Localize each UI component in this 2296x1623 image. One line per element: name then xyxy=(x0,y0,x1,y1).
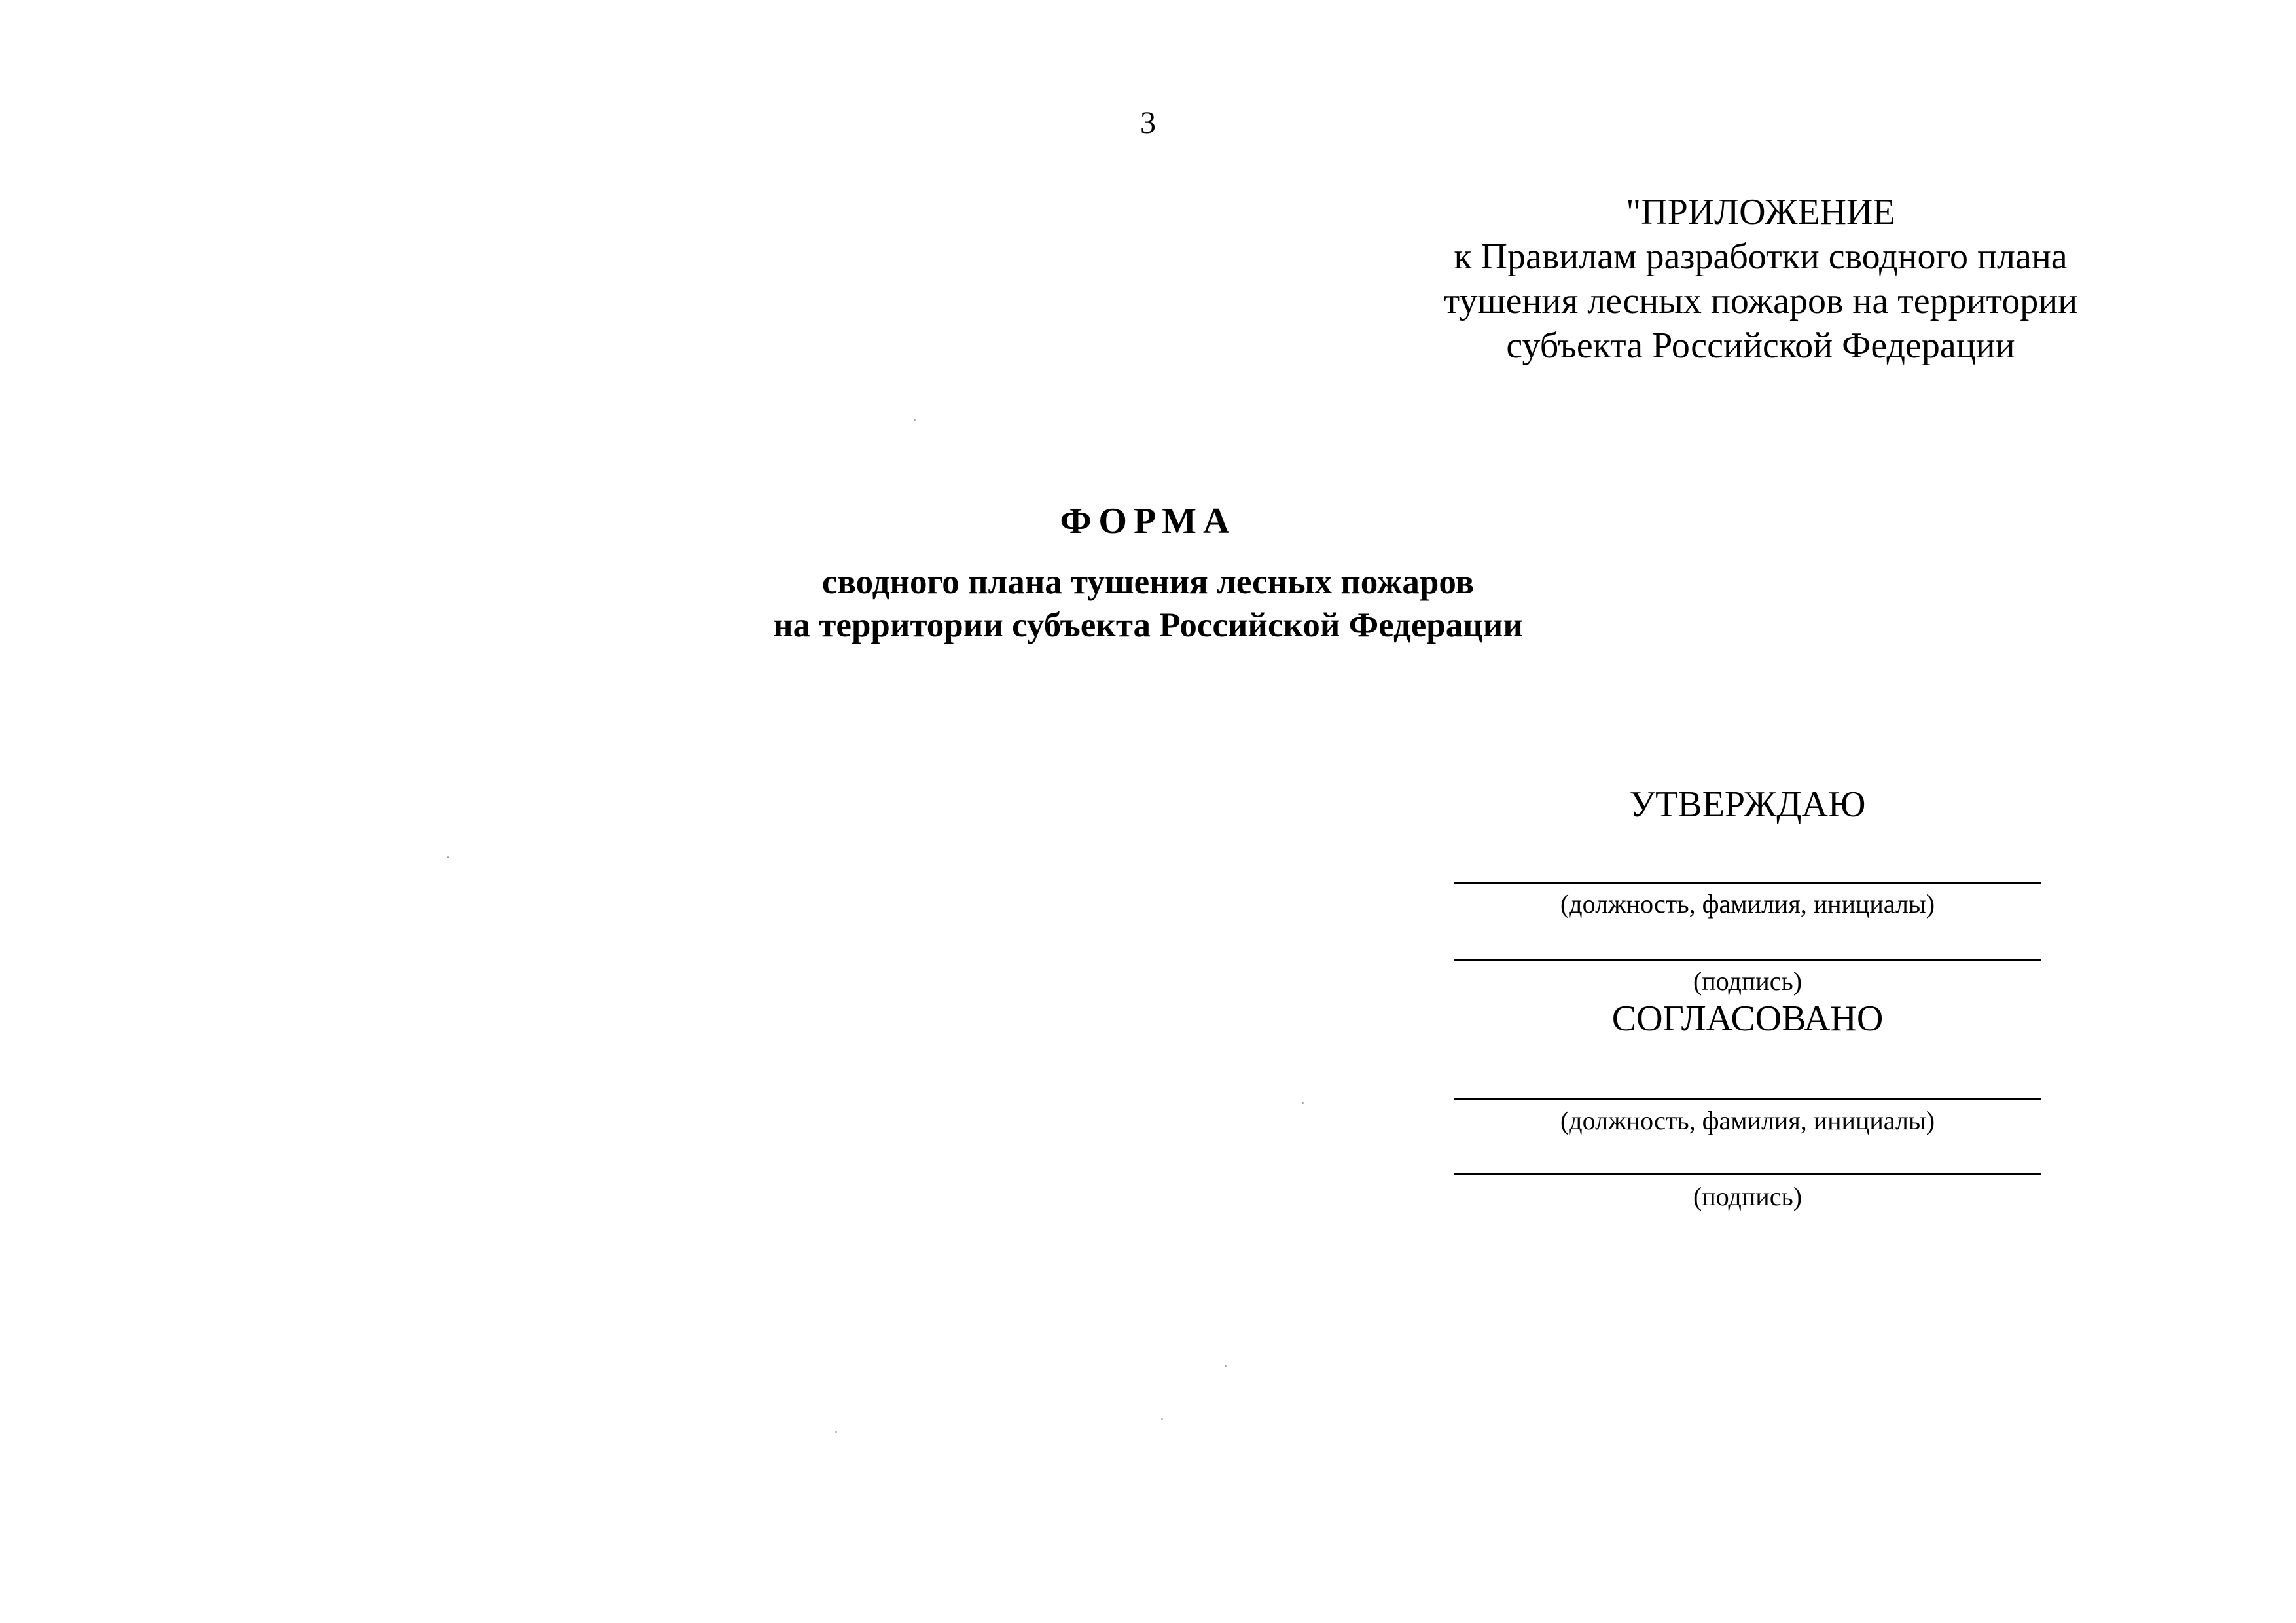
form-subtitle xyxy=(624,560,1672,647)
agree-signature-caption: (подпись) xyxy=(1693,1182,1803,1211)
page-number: 3 xyxy=(1140,105,1156,140)
scan-speck xyxy=(914,419,916,421)
form-subtitle-line: сводного плана тушения лесных пожаров xyxy=(821,563,1475,601)
scan-speck xyxy=(1161,1418,1163,1420)
annex-line: к Правилам разработки сводного плана xyxy=(1454,236,2068,277)
agree-signature-line xyxy=(1454,1173,2041,1175)
annex-line: субъекта Российской Федерации xyxy=(1506,325,2015,366)
scan-speck xyxy=(447,856,449,858)
annex-line: тушения лесных пожаров на территории xyxy=(1443,281,2078,321)
approve-position-line xyxy=(1454,882,2041,884)
agree-heading: СОГЛАСОВАНО xyxy=(1611,998,1884,1039)
scan-speck xyxy=(835,1431,837,1433)
agree-position-line xyxy=(1454,1098,2041,1100)
form-subtitle-line: на территории субъекта Российской Федерации xyxy=(773,606,1523,644)
scan-speck xyxy=(1302,1102,1304,1104)
approve-position-caption: (должность, фамилия, инициалы) xyxy=(1560,889,1935,919)
agree-position-caption: (должность, фамилия, инициалы) xyxy=(1560,1106,1935,1135)
form-title: ФОРМА xyxy=(1060,501,1236,541)
approve-signature-line xyxy=(1454,959,2041,961)
annex-block xyxy=(1335,190,2186,368)
scan-speck xyxy=(1225,1365,1227,1367)
approve-signature-caption: (подпись) xyxy=(1693,966,1803,996)
approve-heading: УТВЕРЖДАЮ xyxy=(1629,784,1866,825)
annex-title: "ПРИЛОЖЕНИЕ xyxy=(1626,192,1895,232)
